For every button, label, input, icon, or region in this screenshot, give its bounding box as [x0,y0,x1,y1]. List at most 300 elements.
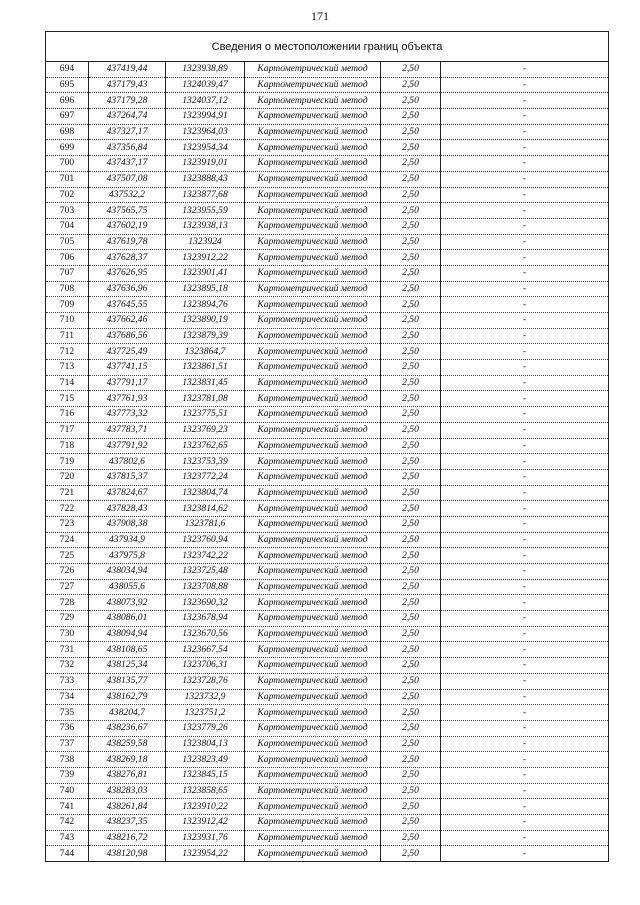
table-row [46,830,609,846]
description-cell: - [441,516,609,532]
table-row [46,438,609,454]
method-cell: Картометрический метод [245,846,381,862]
description-cell: - [441,736,609,752]
table-row [46,297,609,313]
point-number-cell: 744 [46,846,89,862]
point-number-cell: 725 [46,548,89,564]
description-cell: - [441,407,609,423]
y-coordinate-cell: 1323823,49 [166,752,245,768]
y-coordinate-cell: 1323931,76 [166,830,245,846]
point-number-cell: 713 [46,360,89,376]
point-number-cell: 709 [46,297,89,313]
method-cell: Картометрический метод [245,203,381,219]
method-cell: Картометрический метод [245,485,381,501]
method-cell: Картометрический метод [245,422,381,438]
accuracy-cell: 2,50 [381,548,441,564]
point-number-cell: 730 [46,626,89,642]
point-number-cell: 711 [46,328,89,344]
method-cell: Картометрический метод [245,548,381,564]
accuracy-cell: 2,50 [381,564,441,580]
description-cell: - [441,532,609,548]
y-coordinate-cell: 1323814,62 [166,501,245,517]
point-number-cell: 723 [46,516,89,532]
y-coordinate-cell: 1323804,13 [166,736,245,752]
point-number-cell: 700 [46,156,89,172]
method-cell: Картометрический метод [245,752,381,768]
accuracy-cell: 2,50 [381,783,441,799]
x-coordinate-cell: 437565,75 [89,203,166,219]
table-row [46,673,609,689]
point-number-cell: 740 [46,783,89,799]
x-coordinate-cell: 438094,94 [89,626,166,642]
accuracy-cell: 2,50 [381,391,441,407]
table-row [46,360,609,376]
accuracy-cell: 2,50 [381,297,441,313]
description-cell: - [441,689,609,705]
description-cell: - [441,218,609,234]
x-coordinate-cell: 438108,65 [89,642,166,658]
point-number-cell: 704 [46,218,89,234]
x-coordinate-cell: 438276,81 [89,767,166,783]
description-cell: - [441,485,609,501]
table-row [46,375,609,391]
point-number-cell: 722 [46,501,89,517]
table-row [46,156,609,172]
description-cell: - [441,156,609,172]
table-row [46,846,609,862]
y-coordinate-cell: 1323912,42 [166,815,245,831]
table-row [46,109,609,125]
y-coordinate-cell: 1323938,89 [166,62,245,78]
description-cell: - [441,250,609,266]
method-cell: Картометрический метод [245,218,381,234]
point-number-cell: 735 [46,705,89,721]
x-coordinate-cell: 438204,7 [89,705,166,721]
y-coordinate-cell: 1324039,47 [166,77,245,93]
table-row [46,736,609,752]
table-row [46,626,609,642]
table-row [46,265,609,281]
table-row [46,689,609,705]
description-cell: - [441,281,609,297]
method-cell: Картометрический метод [245,799,381,815]
table-row [46,469,609,485]
x-coordinate-cell: 437773,32 [89,407,166,423]
method-cell: Картометрический метод [245,579,381,595]
method-cell: Картометрический метод [245,171,381,187]
point-number-cell: 707 [46,265,89,281]
y-coordinate-cell: 1323690,32 [166,595,245,611]
accuracy-cell: 2,50 [381,736,441,752]
y-coordinate-cell: 1323753,39 [166,454,245,470]
y-coordinate-cell: 1323779,26 [166,720,245,736]
description-cell: - [441,124,609,140]
table-row [46,344,609,360]
point-number-cell: 742 [46,815,89,831]
y-coordinate-cell: 1323845,15 [166,767,245,783]
y-coordinate-cell: 1323901,41 [166,265,245,281]
table-row [46,658,609,674]
table-row [46,611,609,627]
description-cell: - [441,548,609,564]
table-row [46,579,609,595]
method-cell: Картометрический метод [245,250,381,266]
table-row [46,720,609,736]
y-coordinate-cell: 1323994,91 [166,109,245,125]
accuracy-cell: 2,50 [381,124,441,140]
x-coordinate-cell: 438162,79 [89,689,166,705]
table-row [46,501,609,517]
y-coordinate-cell: 1324037,12 [166,93,245,109]
accuracy-cell: 2,50 [381,673,441,689]
point-number-cell: 720 [46,469,89,485]
method-cell: Картометрический метод [245,705,381,721]
method-cell: Картометрический метод [245,830,381,846]
y-coordinate-cell: 1323954,34 [166,140,245,156]
y-coordinate-cell: 1323678,94 [166,611,245,627]
x-coordinate-cell: 437327,17 [89,124,166,140]
table-row [46,234,609,250]
description-cell: - [441,297,609,313]
point-number-cell: 729 [46,611,89,627]
description-cell: - [441,187,609,203]
accuracy-cell: 2,50 [381,250,441,266]
x-coordinate-cell: 438237,35 [89,815,166,831]
table-row [46,422,609,438]
description-cell: - [441,595,609,611]
table-row [46,187,609,203]
method-cell: Картометрический метод [245,736,381,752]
table-row [46,564,609,580]
description-cell: - [441,375,609,391]
x-coordinate-cell: 438269,18 [89,752,166,768]
point-number-cell: 697 [46,109,89,125]
accuracy-cell: 2,50 [381,140,441,156]
description-cell: - [441,265,609,281]
description-cell: - [441,626,609,642]
x-coordinate-cell: 437802,6 [89,454,166,470]
method-cell: Картометрический метод [245,469,381,485]
accuracy-cell: 2,50 [381,171,441,187]
y-coordinate-cell: 1323861,51 [166,360,245,376]
description-cell: - [441,673,609,689]
table-row [46,516,609,532]
method-cell: Картометрический метод [245,564,381,580]
x-coordinate-cell: 438055,6 [89,579,166,595]
table-row [46,313,609,329]
accuracy-cell: 2,50 [381,407,441,423]
accuracy-cell: 2,50 [381,344,441,360]
x-coordinate-cell: 437828,43 [89,501,166,517]
y-coordinate-cell: 1323804,74 [166,485,245,501]
method-cell: Картометрический метод [245,611,381,627]
point-number-cell: 721 [46,485,89,501]
x-coordinate-cell: 438086,01 [89,611,166,627]
accuracy-cell: 2,50 [381,203,441,219]
accuracy-cell: 2,50 [381,815,441,831]
point-number-cell: 718 [46,438,89,454]
y-coordinate-cell: 1323924 [166,234,245,250]
description-cell: - [441,783,609,799]
method-cell: Картометрический метод [245,375,381,391]
point-number-cell: 710 [46,313,89,329]
table-row [46,218,609,234]
accuracy-cell: 2,50 [381,846,441,862]
description-cell: - [441,344,609,360]
method-cell: Картометрический метод [245,391,381,407]
method-cell: Картометрический метод [245,407,381,423]
x-coordinate-cell: 438236,67 [89,720,166,736]
y-coordinate-cell: 1323781,08 [166,391,245,407]
x-coordinate-cell: 437975,8 [89,548,166,564]
x-coordinate-cell: 437725,49 [89,344,166,360]
x-coordinate-cell: 437645,55 [89,297,166,313]
accuracy-cell: 2,50 [381,658,441,674]
boundary-table-frame [45,31,608,862]
x-coordinate-cell: 437602,19 [89,218,166,234]
method-cell: Картометрический метод [245,626,381,642]
table-body [46,62,609,862]
accuracy-cell: 2,50 [381,485,441,501]
y-coordinate-cell: 1323894,76 [166,297,245,313]
description-cell: - [441,109,609,125]
description-cell: - [441,328,609,344]
method-cell: Картометрический метод [245,658,381,674]
description-cell: - [441,564,609,580]
y-coordinate-cell: 1323954,22 [166,846,245,862]
accuracy-cell: 2,50 [381,595,441,611]
description-cell: - [441,234,609,250]
method-cell: Картометрический метод [245,93,381,109]
method-cell: Картометрический метод [245,516,381,532]
x-coordinate-cell: 437908,38 [89,516,166,532]
accuracy-cell: 2,50 [381,532,441,548]
method-cell: Картометрический метод [245,344,381,360]
description-cell: - [441,469,609,485]
point-number-cell: 727 [46,579,89,595]
accuracy-cell: 2,50 [381,689,441,705]
accuracy-cell: 2,50 [381,156,441,172]
x-coordinate-cell: 437824,67 [89,485,166,501]
method-cell: Картометрический метод [245,689,381,705]
table-title-row [46,32,609,62]
accuracy-cell: 2,50 [381,234,441,250]
y-coordinate-cell: 1323706,31 [166,658,245,674]
y-coordinate-cell: 1323888,43 [166,171,245,187]
x-coordinate-cell: 438120,98 [89,846,166,862]
point-number-cell: 734 [46,689,89,705]
description-cell: - [441,658,609,674]
point-number-cell: 712 [46,344,89,360]
method-cell: Картометрический метод [245,281,381,297]
x-coordinate-cell: 437815,37 [89,469,166,485]
x-coordinate-cell: 437934,9 [89,532,166,548]
table-row [46,799,609,815]
table-row [46,93,609,109]
y-coordinate-cell: 1323858,65 [166,783,245,799]
x-coordinate-cell: 438283,03 [89,783,166,799]
table-row [46,171,609,187]
description-cell: - [441,171,609,187]
table-row [46,485,609,501]
accuracy-cell: 2,50 [381,187,441,203]
description-cell: - [441,720,609,736]
method-cell: Картометрический метод [245,62,381,78]
point-number-cell: 724 [46,532,89,548]
accuracy-cell: 2,50 [381,265,441,281]
y-coordinate-cell: 1323751,2 [166,705,245,721]
x-coordinate-cell: 437356,84 [89,140,166,156]
description-cell: - [441,642,609,658]
table-row [46,407,609,423]
method-cell: Картометрический метод [245,297,381,313]
point-number-cell: 743 [46,830,89,846]
table-row [46,767,609,783]
description-cell: - [441,438,609,454]
point-number-cell: 726 [46,564,89,580]
x-coordinate-cell: 437626,95 [89,265,166,281]
y-coordinate-cell: 1323708,88 [166,579,245,595]
accuracy-cell: 2,50 [381,611,441,627]
x-coordinate-cell: 437179,43 [89,77,166,93]
description-cell: - [441,391,609,407]
table-row [46,140,609,156]
y-coordinate-cell: 1323864,7 [166,344,245,360]
x-coordinate-cell: 437507,08 [89,171,166,187]
y-coordinate-cell: 1323760,94 [166,532,245,548]
x-coordinate-cell: 437761,93 [89,391,166,407]
method-cell: Картометрический метод [245,109,381,125]
description-cell: - [441,830,609,846]
method-cell: Картометрический метод [245,265,381,281]
description-cell: - [441,140,609,156]
x-coordinate-cell: 438259,58 [89,736,166,752]
x-coordinate-cell: 438125,34 [89,658,166,674]
method-cell: Картометрический метод [245,783,381,799]
y-coordinate-cell: 1323772,24 [166,469,245,485]
accuracy-cell: 2,50 [381,62,441,78]
accuracy-cell: 2,50 [381,705,441,721]
accuracy-cell: 2,50 [381,579,441,595]
description-cell: - [441,93,609,109]
point-number-cell: 716 [46,407,89,423]
y-coordinate-cell: 1323877,68 [166,187,245,203]
y-coordinate-cell: 1323955,59 [166,203,245,219]
method-cell: Картометрический метод [245,454,381,470]
x-coordinate-cell: 438034,94 [89,564,166,580]
point-number-cell: 706 [46,250,89,266]
y-coordinate-cell: 1323769,23 [166,422,245,438]
accuracy-cell: 2,50 [381,77,441,93]
y-coordinate-cell: 1323890,19 [166,313,245,329]
x-coordinate-cell: 437791,17 [89,375,166,391]
table-row [46,532,609,548]
y-coordinate-cell: 1323964,03 [166,124,245,140]
description-cell: - [441,579,609,595]
y-coordinate-cell: 1323912,22 [166,250,245,266]
table-row [46,548,609,564]
accuracy-cell: 2,50 [381,313,441,329]
accuracy-cell: 2,50 [381,626,441,642]
description-cell: - [441,799,609,815]
point-number-cell: 736 [46,720,89,736]
table-row [46,328,609,344]
x-coordinate-cell: 438073,92 [89,595,166,611]
x-coordinate-cell: 437532,2 [89,187,166,203]
point-number-cell: 739 [46,767,89,783]
y-coordinate-cell: 1323879,39 [166,328,245,344]
y-coordinate-cell: 1323742,22 [166,548,245,564]
accuracy-cell: 2,50 [381,438,441,454]
x-coordinate-cell: 437264,74 [89,109,166,125]
description-cell: - [441,611,609,627]
accuracy-cell: 2,50 [381,93,441,109]
description-cell: - [441,705,609,721]
x-coordinate-cell: 437636,96 [89,281,166,297]
point-number-cell: 731 [46,642,89,658]
table-title: Сведения о местоположении границ объекта [46,32,609,62]
description-cell: - [441,501,609,517]
description-cell: - [441,752,609,768]
x-coordinate-cell: 437419,44 [89,62,166,78]
page-number: 171 [311,9,329,23]
description-cell: - [441,77,609,93]
y-coordinate-cell: 1323775,51 [166,407,245,423]
x-coordinate-cell: 438135,77 [89,673,166,689]
boundary-coordinates-table [45,31,609,862]
description-cell: - [441,62,609,78]
x-coordinate-cell: 437628,37 [89,250,166,266]
accuracy-cell: 2,50 [381,830,441,846]
method-cell: Картометрический метод [245,124,381,140]
point-number-cell: 703 [46,203,89,219]
table-row [46,752,609,768]
y-coordinate-cell: 1323670,56 [166,626,245,642]
x-coordinate-cell: 438216,72 [89,830,166,846]
y-coordinate-cell: 1323895,18 [166,281,245,297]
y-coordinate-cell: 1323910,22 [166,799,245,815]
y-coordinate-cell: 1323919,01 [166,156,245,172]
accuracy-cell: 2,50 [381,799,441,815]
y-coordinate-cell: 1323725,48 [166,564,245,580]
method-cell: Картометрический метод [245,532,381,548]
y-coordinate-cell: 1323938,13 [166,218,245,234]
accuracy-cell: 2,50 [381,752,441,768]
point-number-cell: 698 [46,124,89,140]
point-number-cell: 717 [46,422,89,438]
y-coordinate-cell: 1323831,45 [166,375,245,391]
method-cell: Картометрический метод [245,360,381,376]
point-number-cell: 715 [46,391,89,407]
x-coordinate-cell: 438261,84 [89,799,166,815]
description-cell: - [441,360,609,376]
point-number-cell: 708 [46,281,89,297]
description-cell: - [441,767,609,783]
table-row [46,203,609,219]
method-cell: Картометрический метод [245,328,381,344]
table-row [46,705,609,721]
x-coordinate-cell: 437179,28 [89,93,166,109]
point-number-cell: 702 [46,187,89,203]
table-row [46,124,609,140]
y-coordinate-cell: 1323667,54 [166,642,245,658]
table-row [46,454,609,470]
accuracy-cell: 2,50 [381,516,441,532]
accuracy-cell: 2,50 [381,422,441,438]
point-number-cell: 695 [46,77,89,93]
y-coordinate-cell: 1323732,9 [166,689,245,705]
description-cell: - [441,815,609,831]
